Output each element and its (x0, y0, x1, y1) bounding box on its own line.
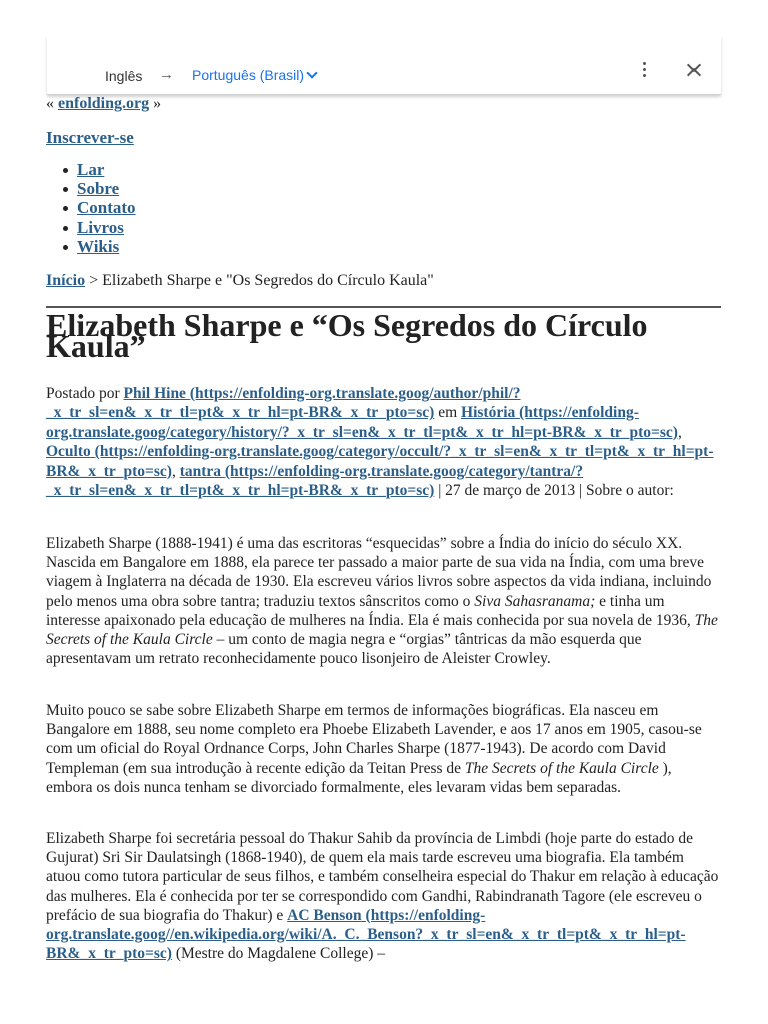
source-language[interactable]: Inglês (105, 68, 143, 84)
nav-item-wikis (77, 237, 136, 256)
target-language-select[interactable] (192, 67, 316, 83)
in-label: em (438, 404, 458, 422)
site-link[interactable]: enfolding.org (58, 95, 150, 112)
nav-item-books (77, 218, 136, 237)
author-url: (https://enfolding-org.translate.goog/author/phil/?_x_tr_sl=en&_x_tr_tl=pt&_x_tr_hl=pt-BR&_x_tr_pto=sc) (46, 385, 521, 422)
italic-title: The Secrets of the Kaula Circle (46, 611, 718, 649)
category-url: (https://enfolding-org.translate.goog/category/history/?_x_tr_sl=en&_x_tr_tl=pt&_x_tr_hl=pt-BR&_x_tr_pto=sc) (46, 404, 678, 441)
arrow-right-icon: → (159, 66, 174, 83)
paragraph (46, 534, 722, 668)
nav-item-contact (77, 198, 136, 217)
post-meta (46, 384, 726, 500)
nav-link-books[interactable]: Livros (77, 217, 124, 237)
link-url: (https://enfolding-org.translate.goog//en.wikipedia.org/wiki/A._C._Benson?_x_tr_sl=en&_x_tr_tl=pt&_x_tr_hl=pt-BR&_x_tr_pto=sc) (46, 906, 686, 963)
italic-title: The Secrets of the Kaula Circle (464, 759, 659, 777)
category-name: Oculto (46, 443, 91, 461)
more-options-icon[interactable] (637, 60, 651, 80)
paragraph-text: Muito pouco se sabe sobre Elizabeth Sharpe em termos de informações biográficas. Ela nasceu em Bangalore em 1888, seu nome completo era Phoebe Elizabeth Lavender, e aos 17 anos em 1905, casou-se com um oficial do Royal Ordnance Corps, John Charles Sharpe (1877-1943). De acordo com David Templeman (em sua introdução à recente edição da Teitan Press de (46, 702, 702, 777)
paragraph (46, 701, 722, 797)
breadcrumb-current: Elizabeth Sharpe e "Os Segredos do Círculo Kaula" (102, 272, 434, 289)
nav-link-about[interactable]: Sobre (77, 179, 120, 199)
subscribe-link[interactable]: Inscrever-se (46, 128, 134, 147)
paragraph-text: e tinha um interesse apaixonado pela educação de mulheres na Índia. Ela é mais conhecida por sua novela de 1936, (46, 592, 691, 629)
collapse-icon[interactable] (685, 58, 703, 82)
breadcrumb-separator: > (89, 272, 99, 289)
nav-item-home (77, 160, 136, 179)
paragraph-text: (Mestre do Magdalene College) – (175, 945, 385, 963)
chevron-down-icon (306, 67, 317, 78)
nav-menu (77, 160, 136, 256)
category-name: tantra (179, 462, 222, 480)
page-title: Elizabeth Sharpe e “Os Segredos do Círculo Kaula” (46, 307, 648, 364)
translate-bar (47, 36, 721, 95)
italic-title: Siva Sahasranama; (474, 592, 596, 610)
paragraph-text: Elizabeth Sharpe (1888-1941) é uma das escritoras “esquecidas” sobre a Índia do início do século XX. Nascida em Bangalore em 1888, ela parece ter passado a maior parte de sua vida na Índia, com uma breve viagem à Inglaterra na década de 1930. Ela escreveu vários livros sobre aspectos da vida indiana, incluindo pelo menos uma obra sobre tantra; traduziu textos sânscritos como o (46, 535, 712, 610)
paragraph-text: – um conto de magia negra e “orgias” tântricas da mão esquerda que apresentavam um retrato reconhecidamente pouco lisonjeiro de Aleister Crowley. (46, 631, 642, 668)
nav-link-wikis[interactable]: Wikis (77, 236, 120, 256)
link-name: AC Benson (287, 906, 362, 924)
paragraph (46, 829, 722, 963)
author-name: Phil Hine (123, 385, 186, 402)
subscribe-container (46, 128, 134, 148)
site-header (46, 95, 161, 113)
nav-link-home[interactable]: Lar (77, 160, 105, 179)
separator: , (677, 423, 682, 441)
breadcrumb (46, 272, 434, 290)
target-language-label: Português (Brasil) (192, 67, 305, 83)
category-url: (https://enfolding-org.translate.goog/category/occult/?_x_tr_sl=en&_x_tr_tl=pt&_x_tr_hl=pt-BR&_x_tr_pto=sc) (46, 443, 714, 480)
category-name: História (461, 404, 516, 422)
paragraph-text: ), embora os dois nunca tenham se divorciado formalmente, eles levaram vidas bem separadas. (46, 759, 672, 796)
site-prefix: « (46, 95, 54, 112)
breadcrumb-home-link[interactable]: Início (46, 272, 86, 289)
paragraph-text: Elizabeth Sharpe foi secretária pessoal do Thakur Sahib da província de Limbdi (hoje parte do estado de Gujurat) Sri Sir Daulatsingh (1868-1940), de quem ela mais tarde escreveu uma biografia. Ela também atuou como tutora particular de seus filhos, e também conselheira especial do Thakur em relação à educação das mulheres. Ela é conhecida por ter se correspondido com Gandhi, Rabindranath Tagore (ele escreveu o prefácio de sua biografia do Thakur) e (46, 830, 719, 924)
nav-link-contact[interactable]: Contato (77, 198, 136, 218)
posted-by-label: Postado por (46, 385, 120, 402)
site-suffix: » (153, 95, 162, 112)
nav-item-about (77, 179, 136, 198)
category-url: (https://enfolding-org.translate.goog/category/tantra/?_x_tr_sl=en&_x_tr_tl=pt&_x_tr_hl=pt-BR&_x_tr_pto=sc) (46, 462, 584, 500)
post-date: | 27 de março de 2013 | Sobre o autor: (438, 482, 674, 500)
separator: , (171, 462, 176, 480)
